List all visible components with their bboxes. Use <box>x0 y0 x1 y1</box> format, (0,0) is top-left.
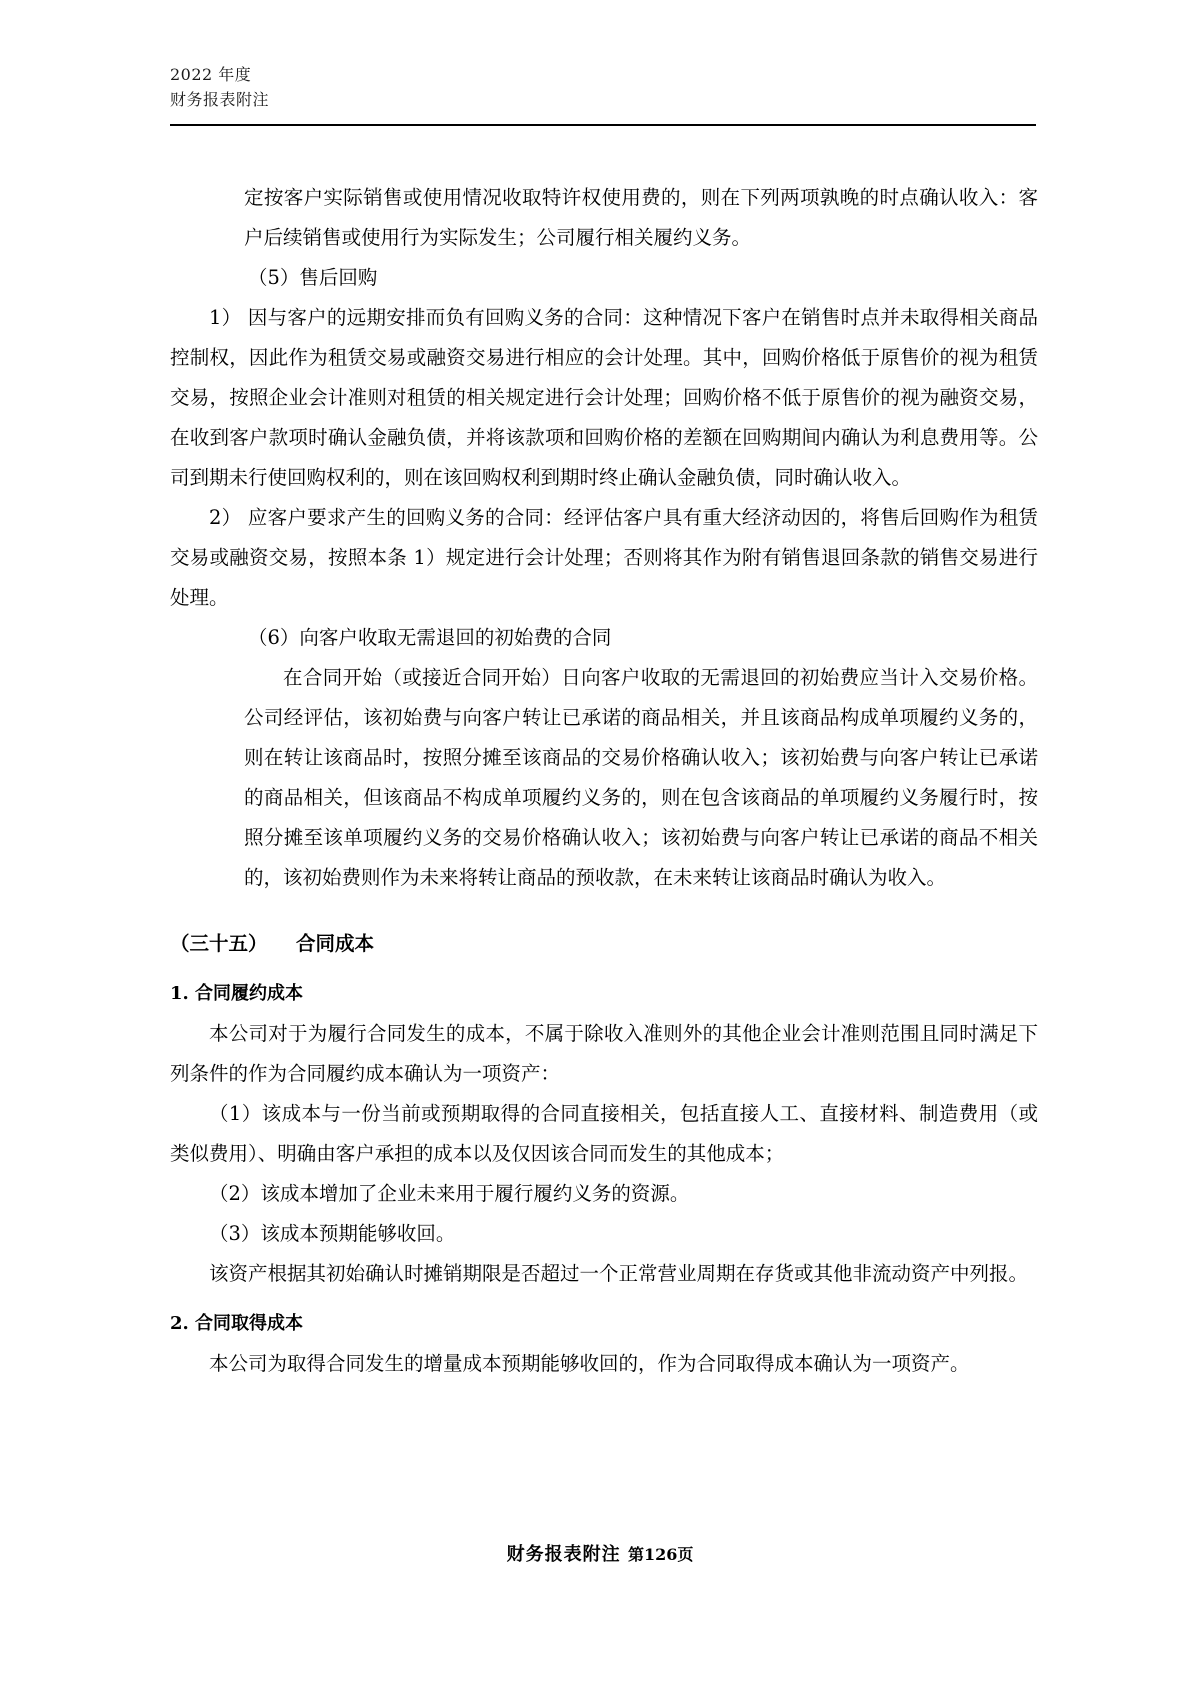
footer-page-number: 第126页 <box>627 1545 694 1564</box>
subsection-1-item-2: （2）该成本增加了企业未来用于履行履约义务的资源。 <box>209 1182 690 1205</box>
subsection-2-paragraph-1: 本公司为取得合同发生的增量成本预期能够收回的，作为合同取得成本确认为一项资产。 <box>209 1352 970 1375</box>
subsection-1-item-3: （3）该成本预期能够收回。 <box>209 1222 456 1245</box>
footer-label: 财务报表附注 <box>506 1544 621 1565</box>
subsection-1-paragraph-2: 该资产根据其初始确认时摊销期限是否超过一个正常营业周期在存货或其他非流动资产中列报。 <box>209 1262 1029 1285</box>
subsection-1-heading: 1. 合同履约成本 <box>170 983 304 1004</box>
section-number: （三十五） <box>170 932 268 955</box>
header-divider <box>170 124 1036 126</box>
paragraph-item-5-2: 2） 应客户要求产生的回购义务的合同：经评估客户具有重大经济动因的，将售后回购作为租赁交易或融资交易，按照本条 1）规定进行会计处理；否则将其作为附有销售退回条款的销售交易进行处理。 <box>170 506 1038 609</box>
page-header <box>170 62 1030 112</box>
continued-paragraph-block <box>170 178 1038 258</box>
heading-item-6: （6）向客户收取无需退回的初始费的合同 <box>248 626 612 649</box>
header-title: 财务报表附注 <box>170 90 270 109</box>
subsection-2-heading: 2. 合同取得成本 <box>170 1313 304 1334</box>
heading-item-5: （5）售后回购 <box>248 266 378 289</box>
page-footer <box>0 1540 1200 1566</box>
page-content <box>170 178 1038 1384</box>
section-title: 合同成本 <box>296 932 375 955</box>
header-year: 2022 年度 <box>170 65 252 84</box>
paragraph-item-5-1: 1） 因与客户的远期安排而负有回购义务的合同：这种情况下客户在销售时点并未取得相关商品控制权，因此作为租赁交易或融资交易进行相应的会计处理。其中，回购价格低于原售价的视为租赁交易，按照企业会计准则对租赁的相关规定进行会计处理；回购价格不低于原售价的视为融资交易，在收到客户款项时确认金融负债，并将该款项和回购价格的差额在回购期间内确认为利息费用等。公司到期未行使回购权利的，则在该回购权利到期时终止确认金融负债，同时确认收入。 <box>170 306 1038 489</box>
paragraph-item-6-body: 在合同开始（或接近合同开始）日向客户收取的无需退回的初始费应当计入交易价格。公司经评估，该初始费与向客户转让已承诺的商品相关，并且该商品构成单项履约义务的，则在转让该商品时，按照分摊至该商品的交易价格确认收入；该初始费与向客户转让已承诺的商品相关，但该商品不构成单项履约义务的，则在包含该商品的单项履约义务履行时，按照分摊至该单项履约义务的交易价格确认收入；该初始费与向客户转让已承诺的商品不相关的，该初始费则作为未来将转让商品的预收款，在未来转让该商品时确认为收入。 <box>244 666 1038 889</box>
item-6-body-block <box>170 658 1038 898</box>
section-heading <box>170 924 1038 964</box>
paragraph-continued: 定按客户实际销售或使用情况收取特许权使用费的，则在下列两项孰晚的时点确认收入：客户后续销售或使用行为实际发生；公司履行相关履约义务。 <box>244 186 1038 249</box>
subsection-1-item-1: （1）该成本与一份当前或预期取得的合同直接相关，包括直接人工、直接材料、制造费用（或类似费用）、明确由客户承担的成本以及仅因该合同而发生的其他成本； <box>170 1102 1038 1165</box>
subsection-1-paragraph-1: 本公司对于为履行合同发生的成本，不属于除收入准则外的其他企业会计准则范围且同时满足下列条件的作为合同履约成本确认为一项资产： <box>170 1022 1038 1085</box>
